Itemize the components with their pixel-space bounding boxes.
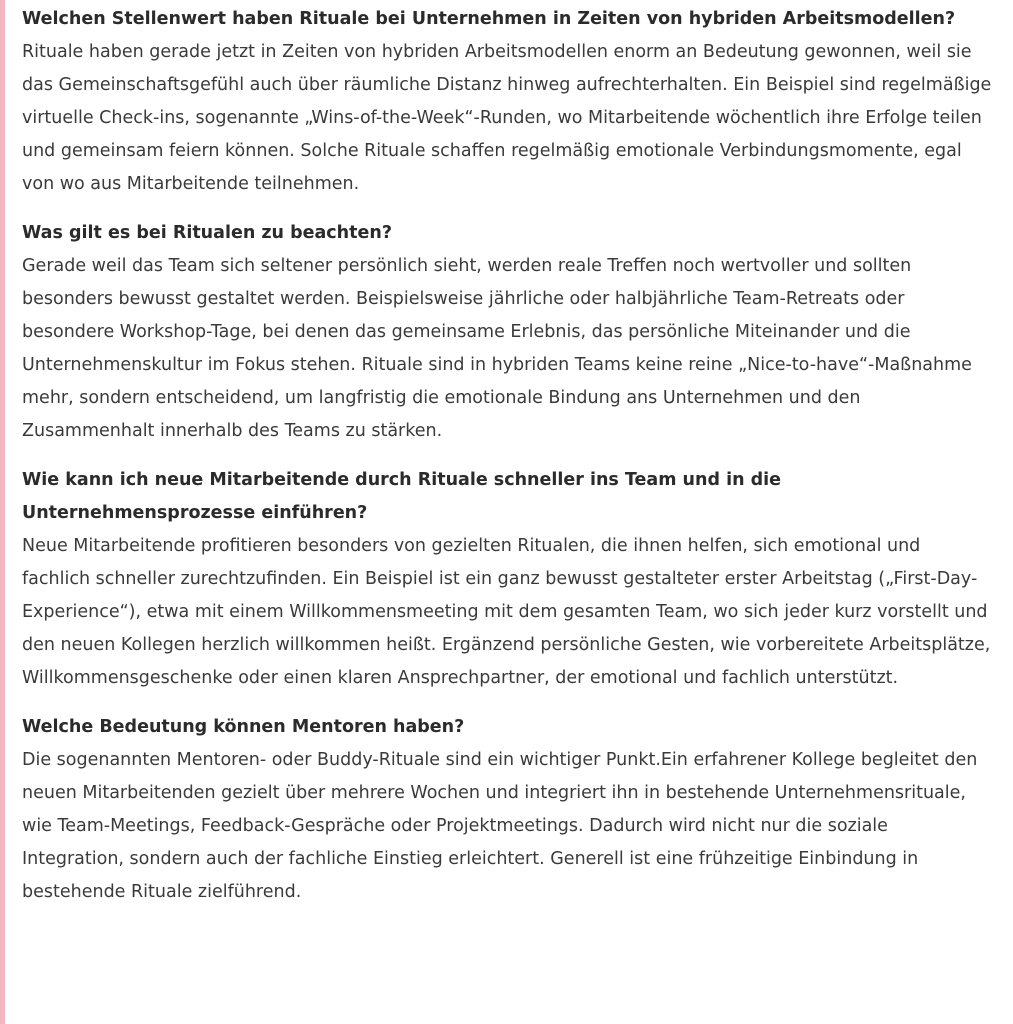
faq-section [22, 3, 992, 201]
faq-section [22, 217, 992, 448]
faq-section [22, 464, 992, 695]
faq-section [22, 711, 992, 909]
faq-question: Welche Bedeutung können Mentoren haben? [22, 717, 465, 737]
faq-answer: Die sogenannten Mentoren- oder Buddy-Rituale sind ein wichtiger Punkt.Ein erfahrener Kollege begleitet den neuen Mitarbeitenden gezielt über mehrere Wochen und integriert ihn in bestehende Unternehmensrituale, wie Team-Meetings, Feedback-Gespräche oder Projektmeetings. Dadurch wird nicht nur die soziale Integration, sondern auch der fachliche Einstieg erleichtert. Generell ist eine frühzeitige Einbindung in bestehende Rituale zielführend. [22, 750, 978, 902]
faq-question: Welchen Stellenwert haben Rituale bei Unternehmen in Zeiten von hybriden Arbeitsmodellen? [22, 9, 956, 29]
faq-question: Was gilt es bei Ritualen zu beachten? [22, 223, 392, 243]
faq-answer: Rituale haben gerade jetzt in Zeiten von hybriden Arbeitsmodellen enorm an Bedeutung gewonnen, weil sie das Gemeinschaftsgefühl auch über räumliche Distanz hinweg aufrechterhalten. Ein Beispiel sind regelmäßige virtuelle Check-ins, sogenannte „Wins-of-the-Week“-Runden, wo Mitarbeitende wöchentlich ihre Erfolge teilen und gemeinsam feiern können. Solche Rituale schaffen regelmäßig emotionale Verbindungsmomente, egal von wo aus Mitarbeitende teilnehmen. [22, 42, 992, 194]
faq-content [22, 3, 992, 925]
faq-question: Wie kann ich neue Mitarbeitende durch Rituale schneller ins Team und in die Unternehmensprozesse einführen? [22, 470, 782, 523]
left-accent-bar [0, 0, 5, 1024]
faq-answer: Gerade weil das Team sich seltener persönlich sieht, werden reale Treffen noch wertvoller und sollten besonders bewusst gestaltet werden. Beispielsweise jährliche oder halbjährliche Team-Retreats oder besondere Workshop-Tage, bei denen das gemeinsame Erlebnis, das persönliche Miteinander und die Unternehmenskultur im Fokus stehen. Rituale sind in hybriden Teams keine reine „Nice-to-have“-Maßnahme mehr, sondern entscheidend, um langfristig die emotionale Bindung ans Unternehmen und den Zusammenhalt innerhalb des Teams zu stärken. [22, 256, 972, 441]
faq-answer: Neue Mitarbeitende profitieren besonders von gezielten Ritualen, die ihnen helfen, sich emotional und fachlich schneller zurechtzufinden. Ein Beispiel ist ein ganz bewusst gestalteter erster Arbeitstag („First-Day-Experience“), etwa mit einem Willkommensmeeting mit dem gesamten Team, wo sich jeder kurz vorstellt und den neuen Kollegen herzlich willkommen heißt. Ergänzend persönliche Gesten, wie vorbereitete Arbeitsplätze, Willkommensgeschenke oder einen klaren Ansprechpartner, der emotional und fachlich unterstützt. [22, 536, 991, 688]
